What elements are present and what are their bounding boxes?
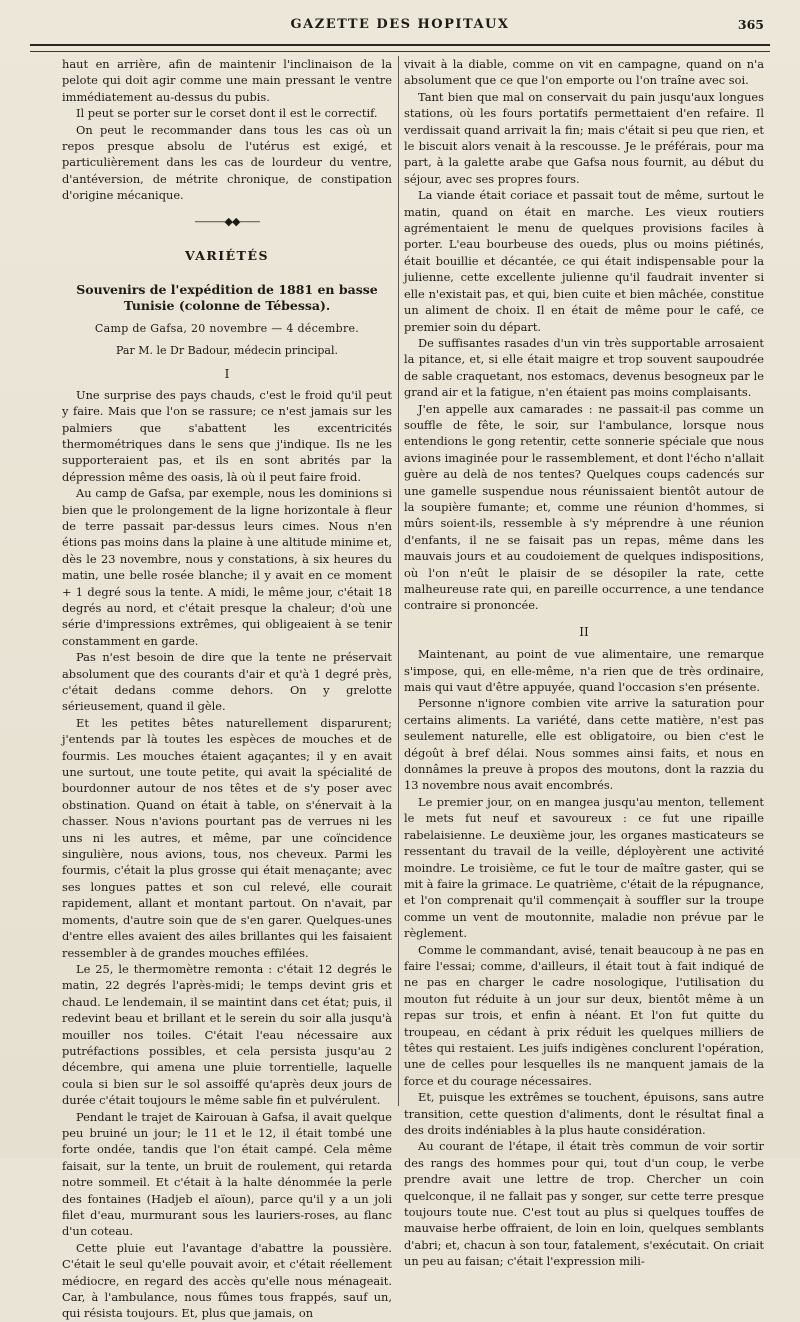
paragraph: Et les petites bêtes naturellement disparurent; j'entends par là toutes les espèces de mouches et de fourmis. Les mouches étaient agaçantes; il y en avait une surtout, une toute petite, qui avait la spécialité de bourdonner autour de nos têtes et de s'y poser avec obstination. Quand on était à table, on s'énervait à la chasser. Nous n'avions pourtant pas de verrues ni les uns ni les autres, et même, par une coïncidence singulière, nous avions, tous, nos cheveux. Parmi les fourmis, c'était la plus grosse qui était menaçante; avec ses longues pattes et son cul relevé, elle courait rapidement, allant et montant partout. On n'avait, par moments, d'autre soin que de s'en garer. Quelques-unes d'entre elles avaient des ailes brillantes qui les faisaient ressembler à de grandes mouches effilées. — [62, 715, 392, 960]
section-number-i: I — [224, 367, 230, 382]
header-rule — [30, 44, 770, 46]
author-line: Par M. le Dr Badour, médecin principal. — [116, 343, 338, 357]
paragraph: Pas n'est besoin de dire que la tente ne préservait absolument que des courants d'air et qu'à 1 degré près, c'était dedans comme dehors. On y grelotte sérieusement, quand il gèle. — [62, 650, 392, 714]
page-header — [30, 14, 770, 38]
article-title: Souvenirs de l'expédition de 1881 en basse Tunisie (colonne de Tébessa). — [76, 282, 378, 314]
ornament-divider: ———◆◆—— — [194, 214, 260, 228]
paragraph: Il peut se porter sur le corset dont il est le correctif. — [76, 106, 378, 121]
paragraph: J'en appelle aux camarades : ne passait-il pas comme un souffle de fête, le soir, sur l'ambulance, lorsque nous entendions le gong retentir, cette sonnerie spéciale que nous avions imaginée pour le rassemblement, et dont l'écho n'allait guère au delà de nos tentes? Quelques coups cadencés sur une gamelle suspendue nous réunissaient bientôt autour de la soupière fumante; et, comme une réunion d'hommes, si mûrs soient-ils, ressemble à s'y méprendre à une réunion d'enfants, il ne se faisait pas un repas, même dans les mauvais jours et au coudoiement de quelques indispositions, où l'on n'eût le plaisir de se désopiler la rate, cette malheureuse rate qui, en pareille occurrence, a une tendance contraire si prononcée. — [404, 401, 764, 613]
paragraph: haut en arrière, afin de maintenir l'inclinaison de la pelote qui doit agir comme une main pressant le ventre immédiatement au-dessus du pubis. — [62, 57, 392, 104]
paragraph: La viande était coriace et passait tout de même, surtout le matin, quand on était en marche. Les vieux routiers agrémentaient le menu de quelques provisions faciles à porter. L'eau bourbeuse des oueds, plus ou moins piétinés, était bouillie et décantée, ce qui était indispensable pour la julienne, cette excellente julienne qu'il faudrait inventer si elle n'existait pas, et qui, bien cuite et bien mâchée, constitue un aliment de choix. Il en était de même pour le café, ce premier soin du départ. — [404, 188, 764, 334]
paragraph: Et, puisque les extrêmes se touchent, épuisons, sans autre transition, cette question d'aliments, dont le résultat final a des droits indéniables à la plus haute considération. — [404, 1090, 764, 1137]
paragraph: Maintenant, au point de vue alimentaire, une remarque s'impose, qui, en elle-même, n'a rien que de très ordinaire, mais qui vaut d'être appuyée, quand l'occasion s'en présente. — [404, 647, 764, 695]
section-title: VARIÉTÉS — [184, 248, 270, 264]
paragraph: On peut le recommander dans tous les cas où un repos presque absolu de l'utérus est exigé, et particulièrement dans les cas de lourdeur du ventre, d'antéversion, de métrite chronique, de constipation d'origine mécanique. — [62, 122, 392, 203]
paragraph: Comme le commandant, avisé, tenait beaucoup à ne pas en faire l'essai; comme, d'ailleurs, il était tout à fait indiqué de ne pas en charger le cadre nosologique, l'utilisation du mouton fut réduite à un jour sur deux, bientôt même à un repas sur trois, et enfin à néant. Et l'on fut quitte du troupeau, en cédant à prix réduit les quelques milliers de têtes qui restaient. Les juifs indigènes conclurent l'opération, une de celles pour lesquelles ils ne manquent jamais de la force et du courage nécessaires. — [404, 942, 764, 1088]
column-divider — [398, 56, 399, 1106]
page-number: 365 — [737, 17, 764, 32]
paragraph: Tant bien que mal on conservait du pain jusqu'aux longues stations, où les fours portatifs permettaient d'en refaire. Il verdissait quand arrivait la fin; mais c'était si peu que rien, et le biscuit alors venait à la rescousse. Je le préférais, pour ma part, à la galette arabe que Gafsa nous fournit, au début du séjour, avec ses propres fours. — [404, 89, 764, 186]
running-title: GAZETTE DES HOPITAUX — [290, 17, 510, 32]
left-column — [62, 56, 392, 1321]
header-rule-thin — [30, 51, 770, 52]
paragraph: Cette pluie eut l'avantage d'abattre la poussière. C'était le seul qu'elle pouvait avoir, et c'était réellement médiocre, en regard des accès qu'elle nous ménageait. Car, à l'ambulance, nous fûmes tous frappés, sauf un, qui résista toujours. Et, plus que jamais, on — [62, 1240, 392, 1321]
paragraph: Pendant le trajet de Kairouan à Gafsa, il avait quelque peu bruiné un jour; le 11 et le 12, il était tombé une forte ondée, tandis que l'on était campé. Cela même faisait, sur la tente, un bruit de roulement, qui retarda notre sommeil. Et c'était à la halte dénommée la perle des fontaines (Hadjeb el aïoun), parce qu'il y a un joli filet d'eau, murmurant sous les lauriers-roses, au flanc d'un coteau. — [62, 1109, 392, 1239]
right-column — [404, 56, 764, 1269]
paragraph: Personne n'ignore combien vite arrive la saturation pour certains aliments. La variété, dans cette matière, n'est pas seulement naturelle, elle est obligatoire, ou bien c'est le dégoût à bref délai. Nous sommes ainsi faits, et nous en donnâmes la preuve à propos des moutons, dont la razzia du 13 novembre nous avait encombrés. — [404, 696, 764, 793]
paragraph: Le 25, le thermomètre remonta : c'était 12 degrés le matin, 22 degrés l'après-midi; le temps devint gris et chaud. Le lendemain, il se maintint dans cet état; puis, il redevint beau et brillant et le serein du soir alla jusqu'à mouiller nos toiles. C'était l'eau nécessaire aux putréfactions possibles, et cela persista jusqu'au 2 décembre, qui amena une pluie torrentielle, laquelle coula si bien sur le sol assoiffé qu'après deux jours de durée c'était toujours le même sable fin et pulvérulent. — [62, 961, 392, 1108]
paragraph: Une surprise des pays chauds, c'est le froid qu'il peut y faire. Mais que l'on se rassure; ce n'est jamais sur les palmiers que s'abattent les excentricités thermométriques dans le sens que j'indique. Ils ne les supporteraient pas, et ils en sont abrités par la dépression même des oasis, là où il peut faire froid. — [62, 387, 392, 484]
dateline: Camp de Gafsa, 20 novembre — 4 décembre. — [94, 322, 360, 336]
section-number-ii: II — [579, 624, 589, 639]
paragraph: Au courant de l'étape, il était très commun de voir sortir des rangs des hommes pour qui, tout d'un coup, le verbe prendre avait une lettre de trop. Chercher un coin quelconque, il ne fallait pas y songer, sur cette terre presque toujours toute nue. C'est tout au plus si quelques touffes de mauvaise herbe offraient, de loin en loin, quelques semblants d'abri; et, chacun à son tour, fatalement, s'exécutait. On criait un peu au faisan; c'était l'expression mili- — [404, 1139, 764, 1269]
paragraph: De suffisantes rasades d'un vin très supportable arrosaient la pitance, et, si elle était maigre et trop souvent saupoudrée de sable craquetant, nos estomacs, devenus besogneux par le grand air et la fatigue, n'en étaient pas moins complaisants. — [404, 335, 764, 400]
paragraph: Le premier jour, on en mangea jusqu'au menton, tellement le mets fut neuf et savoureux : ce fut une ripaille rabelaisienne. Le deuxième jour, les organes masticateurs se ressentant du travail de la veille, déployèrent une activité moindre. Le troisième, ce fut le tour de maître gaster, qui se mit à faire la grimace. Le quatrième, c'était de la répugnance, et l'on comprenait qu'il commençait à souffler sur la troupe comme un vent de moutonnite, maladie non prévue par le règlement. — [404, 794, 764, 941]
paragraph: Au camp de Gafsa, par exemple, nous les dominions si bien que le prolongement de la ligne horizontale à fleur de terre passait par-dessus leurs cimes. Nous n'en étions pas moins dans la plaine à une altitude minime et, dès le 23 novembre, nous y constations, à six heures du matin, une belle rosée blanche; il y avait en ce moment + 1 degré sous la tente. A midi, le même jour, c'était 18 degrés au nord, et c'était presque la chaleur; d'où une série d'impressions extrêmes, qui obligeaient à se tenir constamment en garde. — [62, 486, 392, 648]
paragraph: vivait à la diable, comme on vit en campagne, quand on n'a absolument que ce que l'on emporte ou l'on traîne avec soi. — [404, 57, 764, 88]
